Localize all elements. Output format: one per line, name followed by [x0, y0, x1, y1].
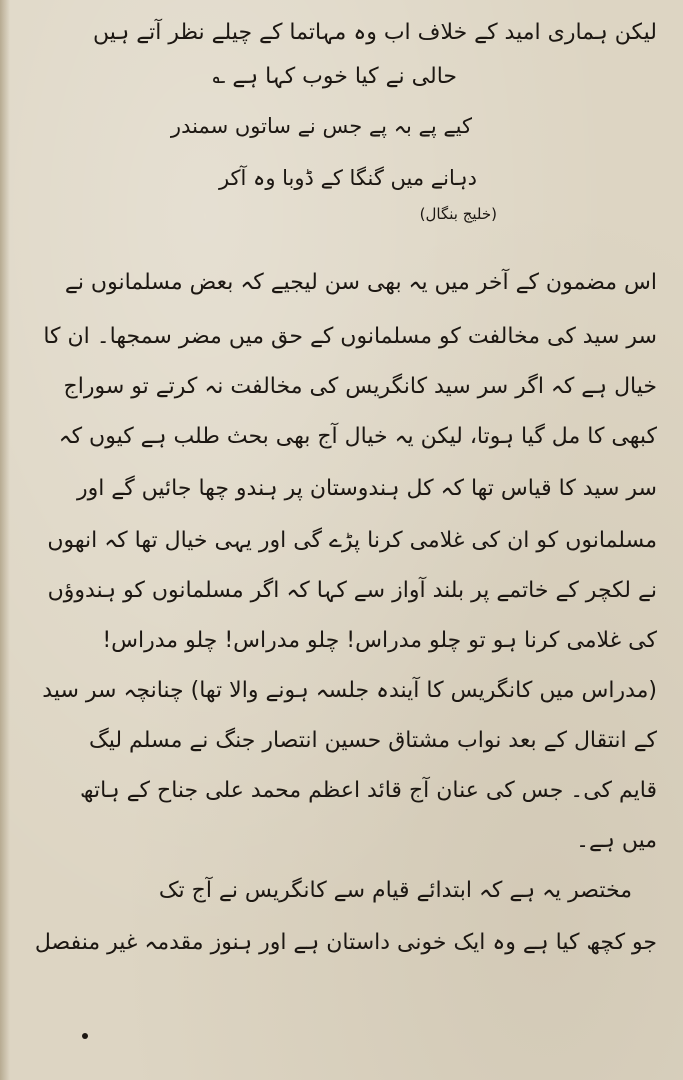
text-line: سر سید کا قیاس تھا کہ کل ہندوستان پر ہندو چھا جائیں گے اور: [76, 476, 657, 501]
verse-line-2: دہانے میں گنگا کے ڈوبا وہ آکر: [218, 166, 477, 190]
text-line: خیال ہے کہ اگر سر سید کانگریس کی مخالفت نہ کرتے تو سوراج: [63, 374, 657, 399]
text-line: اس مضمون کے آخر میں یہ بھی سن لیجیے کہ بعض مسلمانوں نے: [64, 270, 657, 295]
text-line: سر سید کی مخالفت کو مسلمانوں کے حق میں مضر سمجھا۔ ان کا: [43, 324, 657, 349]
text-line: حالی نے کیا خوب کہا ہے ؎: [212, 64, 457, 89]
text-line: مسلمانوں کو ان کی غلامی کرنا پڑے گی اور یہی خیال تھا کہ انھوں: [47, 528, 657, 553]
text-line: جو کچھ کیا ہے وہ ایک خونی داستان ہے اور ہنوز مقدمہ غیر منفصل: [34, 930, 657, 955]
page-edge-shadow: [0, 0, 10, 1080]
ink-dot: [82, 1033, 88, 1039]
text-line: قایم کی۔ جس کی عنان آج قائد اعظم محمد علی جناح کے ہاتھ: [80, 778, 657, 803]
text-line: کی غلامی کرنا ہو تو چلو مدراس! چلو مدراس! چلو مدراس!: [102, 628, 657, 653]
text-line: کبھی کا مل گیا ہوتا، لیکن یہ خیال آج بھی بحث طلب ہے کیوں کہ: [58, 424, 657, 449]
text-line: میں ہے۔: [576, 828, 657, 853]
verse-line-1: کیے پے بہ پے جس نے ساتوں سمندر: [170, 114, 472, 138]
text-line: (مدراس میں کانگریس کا آیندہ جلسہ ہونے والا تھا) چنانچہ سر سید: [42, 678, 657, 703]
text-line: نے لکچر کے خاتمے پر بلند آواز سے کہا کہ اگر مسلمانوں کو ہندوؤں: [47, 578, 657, 603]
text-line: لیکن ہماری امید کے خلاف اب وہ مہاتما کے چیلے نظر آتے ہیں: [92, 20, 657, 45]
text-line: کے انتقال کے بعد نواب مشتاق حسین انتصار جنگ نے مسلم لیگ: [89, 728, 657, 753]
text-line: مختصر یہ ہے کہ ابتدائے قیام سے کانگریس نے آج تک: [158, 878, 632, 903]
verse-citation: (خلیج بنگال): [419, 205, 497, 223]
